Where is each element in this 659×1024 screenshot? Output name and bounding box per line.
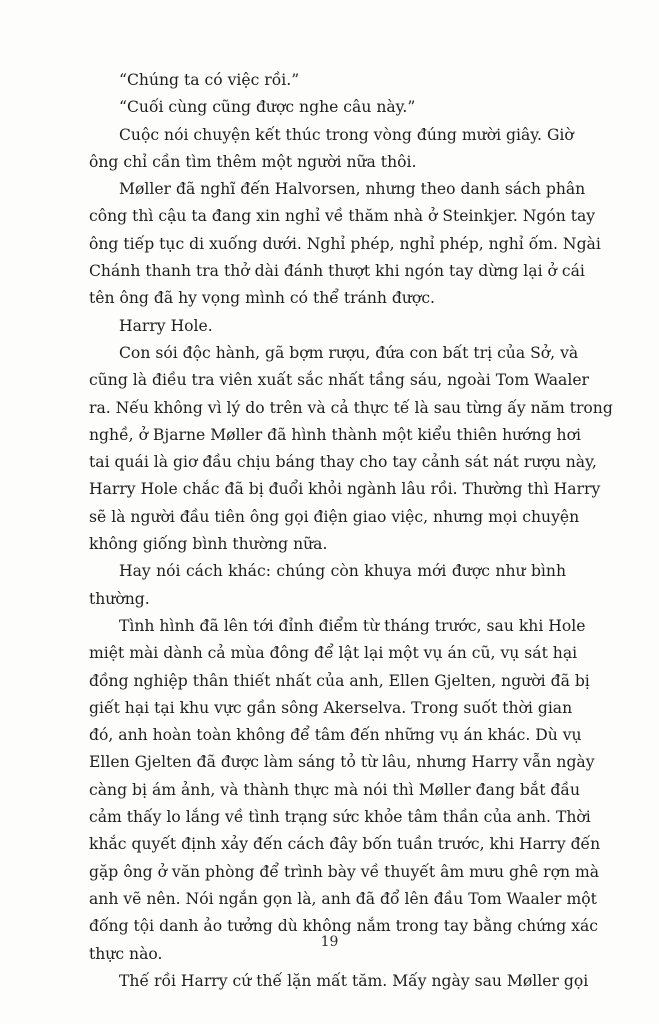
text-line: Ellen Gjelten đã được làm sáng tỏ từ lâu, nhưng Harry vẫn ngày (89, 753, 595, 772)
text-line: tai quái là giơ đầu chịu báng thay cho tay cảnh sát nát rượu này, (89, 453, 597, 472)
text-line: ông chỉ cần tìm thêm một người nữa thôi. (89, 152, 417, 171)
paragraph (89, 67, 566, 94)
text-line: gặp ông ở văn phòng để trình bày về thuyết âm mưu ghê rợn mà (89, 862, 600, 881)
text-line: đó, anh hoàn toàn không để tâm đến những vụ án khác. Dù vụ (89, 726, 582, 745)
text-line: Thế rồi Harry cứ thế lặn mất tăm. Mấy ngày sau Møller gọi (119, 971, 589, 990)
text-line: Chánh thanh tra thở dài đánh thượt khi ngón tay dừng lại ở cái (89, 262, 585, 281)
paragraph (89, 176, 601, 312)
text-line: tên ông đã hy vọng mình có thể tránh được. (89, 289, 436, 308)
text-line: ông tiếp tục di xuống dưới. Nghỉ phép, nghỉ phép, nghỉ ốm. Ngài (89, 234, 601, 253)
text-line: “Cuối cùng cũng được nghe câu này.” (119, 98, 416, 117)
text-line: Hay nói cách khác: chúng còn khuya mới được như bình (119, 562, 566, 581)
text-line: ra. Nếu không vì lý do trên và cả thực tế là sau từng ấy năm trong (89, 398, 613, 417)
paragraph (89, 122, 574, 177)
text-line: Møller đã nghĩ đến Halvorsen, nhưng theo danh sách phân (119, 180, 586, 199)
text-line: cảm thấy lo lắng về tình trạng sức khỏe tâm thần của anh. Thời (89, 808, 591, 827)
page-number: 19 (320, 934, 339, 950)
text-line: cũng là điều tra viên xuất sắc nhất tầng sáu, ngoài Tom Waaler (89, 371, 590, 390)
text-line: Con sói độc hành, gã bợm rượu, đứa con bất trị của Sở, và (119, 343, 579, 362)
text-line: giết hại tại khu vực gần sông Akerselva. Trong suốt thời gian (89, 698, 573, 717)
text-line: miệt mài dành cả mùa đông để lật lại một vụ án cũ, vụ sát hại (89, 644, 578, 663)
text-line: nghề, ở Bjarne Møller đã hình thành một kiểu thiên hướng hơi (89, 425, 581, 444)
paragraph (89, 558, 566, 613)
paragraph (89, 313, 566, 340)
text-line: thường. (89, 589, 150, 608)
text-line: đồng nghiệp thân thiết nhất của anh, Ellen Gjelten, người đã bị (89, 671, 590, 690)
text-line: “Chúng ta có việc rồi.” (119, 71, 300, 89)
text-line: không giống bình thường nữa. (89, 535, 328, 554)
text-line: Tình hình đã lên tới đỉnh điểm từ tháng trước, sau khi Hole (119, 616, 586, 635)
text-line: thực nào. (89, 944, 163, 963)
text-line: sẽ là người đầu tiên ông gọi điện giao việc, nhưng mọi chuyện (89, 507, 580, 526)
paragraph (89, 340, 613, 558)
body-text (89, 67, 613, 995)
paragraph (89, 968, 589, 995)
paragraph (89, 613, 601, 968)
text-line: Harry Hole chắc đã bị đuổi khỏi ngành lâu rồi. Thường thì Harry (89, 480, 601, 499)
text-line: càng bị ám ảnh, và thành thực mà nói thì Møller đang bắt đầu (89, 780, 581, 799)
paragraph (89, 94, 566, 121)
text-line: đống tội danh ảo tưởng dù không nắm trong tay bằng chứng xác (89, 917, 598, 936)
text-line: Cuộc nói chuyện kết thúc trong vòng đúng mười giây. Giờ (119, 125, 574, 144)
text-line: anh vẽ nên. Nói ngắn gọn là, anh đã đổ lên đầu Tom Waaler một (89, 889, 597, 908)
text-line: công thì cậu ta đang xin nghỉ về thăm nhà ở Steinkjer. Ngón tay (89, 207, 596, 226)
text-line: khắc quyết định xảy đến cách đây bốn tuần trước, khi Harry đến (89, 835, 601, 854)
text-line: Harry Hole. (119, 316, 213, 335)
